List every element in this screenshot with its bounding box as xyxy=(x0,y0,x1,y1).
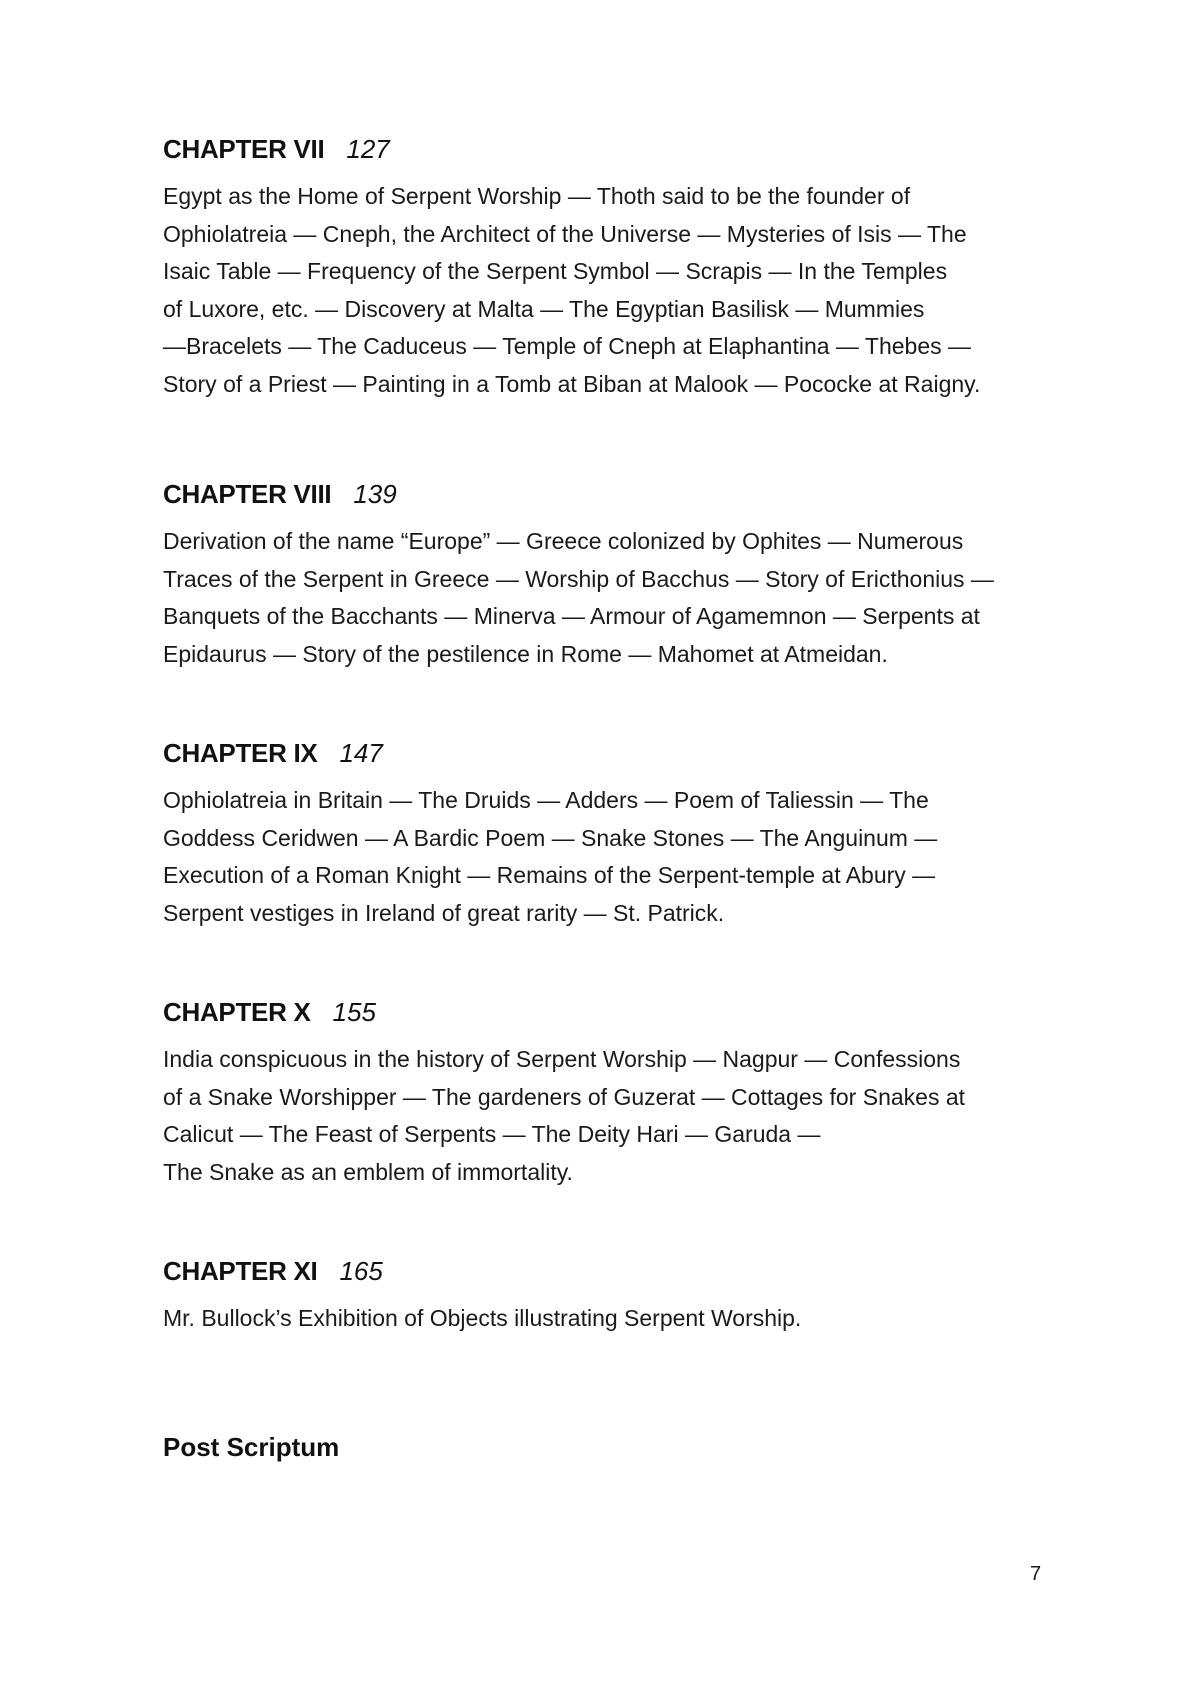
chapter-title: CHAPTER VII xyxy=(163,134,325,164)
chapter-entry-vii xyxy=(163,134,1063,403)
chapter-entry-viii xyxy=(163,479,1063,673)
summary-line: Traces of the Serpent in Greece — Worship of Bacchus — Story of Ericthonius — xyxy=(163,565,994,592)
chapter-page-number: 147 xyxy=(339,738,383,768)
chapter-title: CHAPTER X xyxy=(163,997,311,1027)
summary-line: The Snake as an emblem of immortality. xyxy=(163,1158,573,1185)
summary-line: Execution of a Roman Knight — Remains of the Serpent-temple at Abury — xyxy=(163,862,936,888)
summary-line: Epidaurus — Story of the pestilence in Rome — Mahomet at Atmeidan. xyxy=(163,640,888,667)
summary-line: Goddess Ceridwen — A Bardic Poem — Snake Stones — The Anguinum — xyxy=(163,824,938,851)
chapter-heading xyxy=(163,997,1063,1041)
chapter-heading xyxy=(163,1256,1063,1300)
chapter-heading xyxy=(163,738,1063,782)
chapter-entry-x xyxy=(163,997,1063,1191)
chapter-entry-xi xyxy=(163,1256,1063,1338)
chapter-page-number: 127 xyxy=(346,134,390,164)
summary-line: Serpent vestiges in Ireland of great rarity — St. Patrick. xyxy=(163,899,725,926)
summary-line: Ophiolatreia — Cneph, the Architect of the Universe — Mysteries of Isis — The xyxy=(163,220,967,247)
summary-line: Mr. Bullock’s Exhibition of Objects illustrating Serpent Worship. xyxy=(163,1305,802,1331)
chapter-title: CHAPTER XI xyxy=(163,1256,318,1286)
summary-line: —Bracelets — The Caduceus — Temple of Cneph at Elaphantina — Thebes — xyxy=(163,333,971,359)
chapter-page-number: 165 xyxy=(339,1256,383,1286)
summary-line: Banquets of the Bacchants — Minerva — Armour of Agamemnon — Serpents at xyxy=(163,603,980,629)
page-number: 7 xyxy=(1030,1563,1042,1585)
summary-line: Calicut — The Feast of Serpents — The Deity Hari — Garuda — xyxy=(163,1121,821,1147)
chapter-page-number: 155 xyxy=(332,997,376,1027)
chapter-summary xyxy=(163,782,1063,932)
summary-line: of a Snake Worshipper — The gardeners of Guzerat — Cottages for Snakes at xyxy=(163,1083,966,1110)
summary-line: Story of a Priest — Painting in a Tomb at Biban at Malook — Pococke at Raigny. xyxy=(163,370,981,397)
chapter-title: CHAPTER VIII xyxy=(163,479,332,509)
chapter-summary xyxy=(163,178,1063,403)
chapter-title: CHAPTER IX xyxy=(163,738,318,768)
summary-line: India conspicuous in the history of Serpent Worship — Nagpur — Confessions xyxy=(163,1046,961,1072)
summary-line: Egypt as the Home of Serpent Worship — Thoth said to be the founder of xyxy=(163,183,911,209)
summary-line: of Luxore, etc. — Discovery at Malta — The Egyptian Basilisk — Mummies xyxy=(163,295,925,322)
summary-line: Ophiolatreia in Britain — The Druids — Adders — Poem of Taliessin — The xyxy=(163,787,929,813)
post-scriptum-heading: Post Scriptum xyxy=(163,1432,340,1462)
chapter-summary xyxy=(163,523,1063,673)
chapter-heading xyxy=(163,134,1063,178)
summary-line: Derivation of the name “Europe” — Greece colonized by Ophites — Numerous xyxy=(163,528,964,554)
chapter-summary xyxy=(163,1300,1063,1338)
summary-line: Isaic Table — Frequency of the Serpent Symbol — Scrapis — In the Temples xyxy=(163,258,948,284)
chapter-summary xyxy=(163,1041,1063,1191)
chapter-entry-ix xyxy=(163,738,1063,932)
chapter-heading xyxy=(163,479,1063,523)
chapter-page-number: 139 xyxy=(353,479,397,509)
